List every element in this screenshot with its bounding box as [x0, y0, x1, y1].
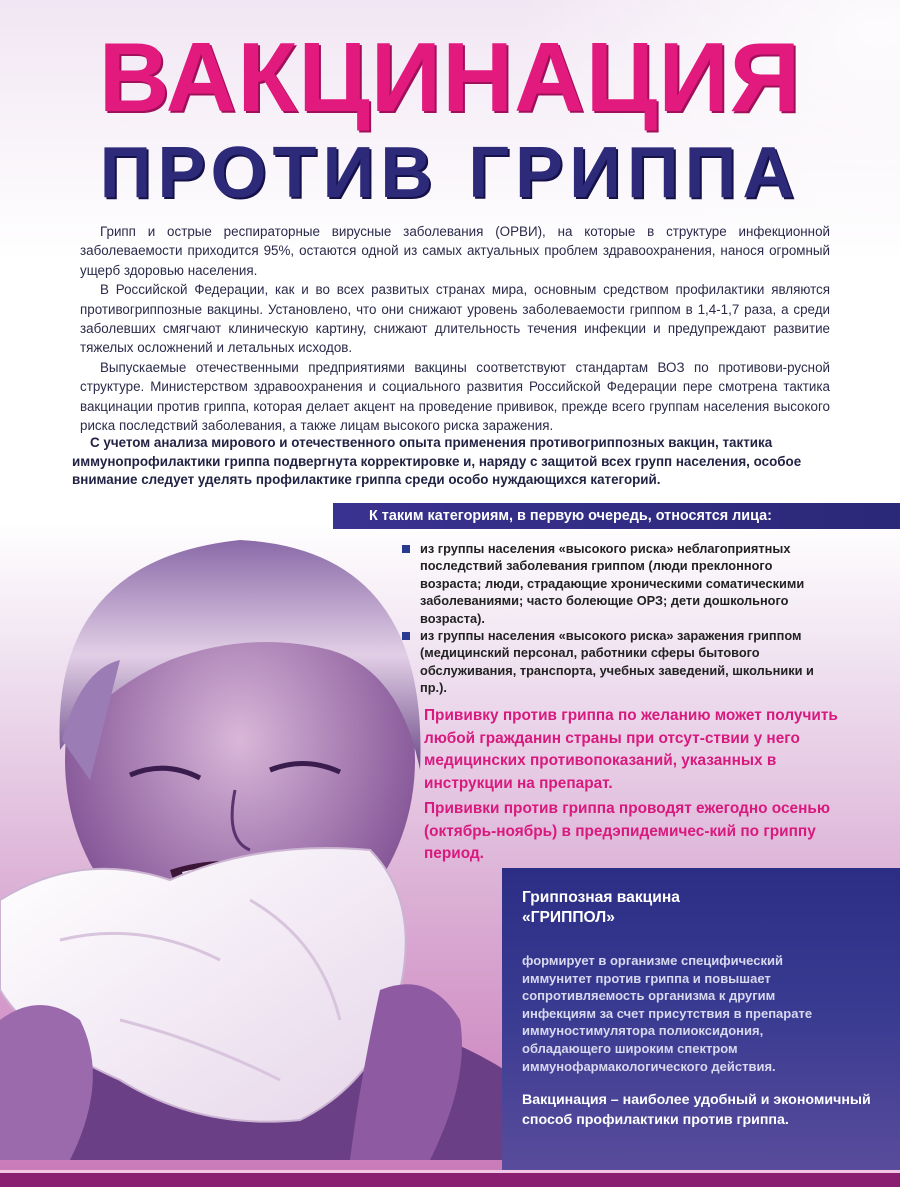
intro-paragraph: Грипп и острые респираторные вирусные заболевания (ОРВИ), на которые в структуре инфекционной заболеваемости приходится 95%, остаются одной из самых актуальных проблем здравоохранения, нанося огромный ущерб здоровью населения.: [80, 224, 830, 278]
categories-header: К таким категориям, в первую очередь, относятся лица:: [333, 503, 900, 529]
square-bullet-icon: [402, 545, 410, 553]
intro-text: [80, 222, 830, 435]
vaccine-name: «ГРИППОЛ»: [522, 909, 615, 926]
vaccine-title-line: Гриппозная вакцина: [522, 889, 680, 906]
bottom-band: [0, 1173, 900, 1187]
square-bullet-icon: [402, 632, 410, 640]
list-item: [402, 627, 832, 697]
annual-vaccination-statement: Прививки против гриппа проводят ежегодно осенью (октябрь-ноябрь) в предэпидемичес-кий по гриппу период.: [424, 800, 831, 863]
list-item-text: из группы населения «высокого риска» заражения гриппом (медицинский персонал, работники сферы бытового обслуживания, транспорта, учебных заведений, школьники и пр.).: [420, 628, 814, 696]
voluntary-vaccination-statement: Прививку против гриппа по желанию может получить любой гражданин страны при отсут-ствии у него медицинских противопоказаний, указанных в инструкции на препарат.: [424, 707, 838, 792]
vaccine-title: [522, 888, 880, 928]
intro-paragraph: В Российской Федерации, как и во всех развитых странах мира, основным средством профилактики являются противогриппозные вакцины. Установлено, что они снижают уровень заболеваемости гриппом в 1,4-1,7 раза, а среди заболевших смягчают клиническую картину, снижают длительность течения инфекции и предупреждают развитие тяжелых осложнений и летальных исходов.: [80, 282, 830, 356]
categories-list: [402, 540, 832, 697]
poster-title: ВАКЦИНАЦИЯ: [98, 22, 802, 132]
list-item: [402, 540, 832, 627]
vaccine-conclusion: Вакцинация – наиболее удобный и экономичный способ профилактики против гриппа.: [522, 1092, 871, 1128]
intro-paragraph: Выпускаемые отечественными предприятиями вакцины соответствуют стандартам ВОЗ по противови-русной структуре. Министерством здравоохранения и социального развития Российской Федерации пере смотрена тактика вакцинации против гриппа, которая делает акцент на проведение прививок, прежде всего группам населения высокого риска последствий заболевания, а также лицам высокого риска заражения.: [80, 359, 830, 434]
poster-subtitle: [0, 133, 900, 213]
vaccine-info-box: [502, 868, 900, 1173]
vaccine-description: формирует в организме специфический иммунитет против гриппа и повышает сопротивляемость организма к другим инфекциям за счет присутствия в препарате иммуностимулятора полиоксидония, обладающего широким спектром иммунофармакологического действия.: [522, 953, 813, 1074]
subtitle-word-2: ГРИППА: [468, 133, 801, 213]
tactics-paragraph: С учетом анализа мирового и отечественного опыта применения противогриппозных вакцин, тактика иммунопрофилактики гриппа подвергнута корректировке и, наряду с защитой всех групп населения, особое внимание следует уделять профилактике гриппа среди особо нуждающихся категорий.: [72, 435, 802, 488]
list-item-text: из группы населения «высокого риска» неблагоприятных последствий заболевания гриппом (люди преклонного возраста; люди, страдающие хроническими соматическими заболеваниями; часто болеющие ОРЗ; дети дошкольного возраста).: [420, 541, 805, 626]
subtitle-word-1: ПРОТИВ: [99, 133, 439, 213]
